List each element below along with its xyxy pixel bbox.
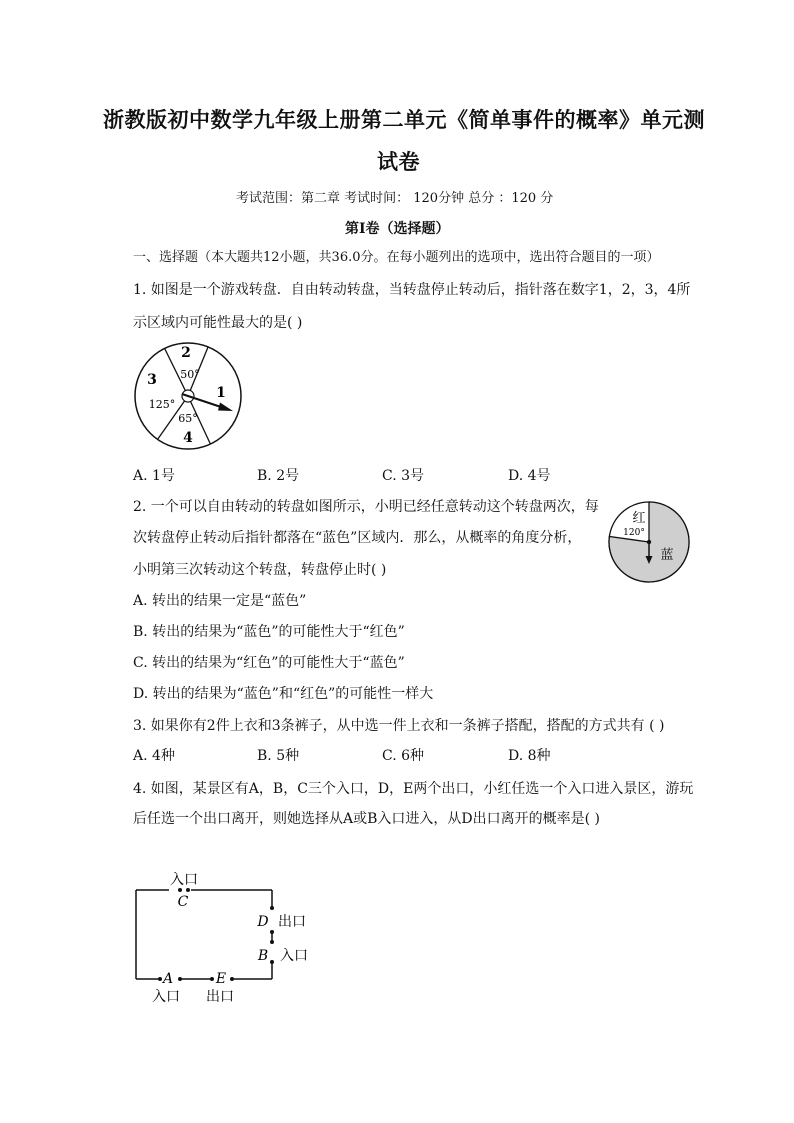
q1-angle-bottom: 65°	[178, 412, 198, 425]
q3-option-d[interactable]: D. 8种	[508, 748, 551, 764]
q4-entrance-b-label: 入口	[280, 948, 308, 964]
q3-option-c[interactable]: C. 6种	[382, 748, 425, 764]
page-title-continued: 试卷	[377, 150, 420, 174]
q4-map-figure	[128, 866, 328, 1006]
q2-option-b[interactable]: B. 转出的结果为“蓝色”的可能性大于“红色”	[133, 624, 405, 640]
q4-exit-d-label: 出口	[278, 914, 306, 930]
q2-text-line1: 2. 一个可以自由转动的转盘如图所示，小明已经任意转动这个转盘两次，每	[133, 499, 599, 515]
q1-label-1: 1	[216, 385, 226, 401]
q2-text-line3: 小明第三次转动这个转盘，转盘停止时( )	[133, 562, 387, 578]
q3-text-line1: 3. 如果你有2件上衣和3条裤子，从中选一件上衣和一条裤子搭配，搭配的方式共有 ( )	[133, 718, 665, 734]
page-title: 浙教版初中数学九年级上册第二单元《简单事件的概率》单元测	[103, 108, 705, 132]
q2-option-c[interactable]: C. 转出的结果为“红色”的可能性大于“蓝色”	[133, 655, 405, 671]
q1-text-line1: 1. 如图是一个游戏转盘．自由转动转盘，当转盘停止转动后，指针落在数字1，2，3，4所	[133, 282, 691, 298]
q1-label-4: 4	[183, 430, 193, 446]
q3-option-a[interactable]: A. 4种	[133, 748, 175, 764]
q2-label-blue: 蓝	[660, 548, 674, 563]
q4-exit-e-label: 出口	[206, 989, 234, 1005]
q4-point-b: B	[257, 948, 269, 964]
q4-text-line2: 后任选一个出口离开，则她选择从A或B入口进入，从D出口离开的概率是( )	[133, 811, 600, 827]
q1-angle-top: 50°	[180, 368, 200, 381]
exam-info: 考试范围：第二章 考试时间： 120分钟 总分 ：120 分	[236, 191, 554, 206]
q2-text-line2: 次转盘停止转动后指针都落在“蓝色”区域内．那么，从概率的角度分析，	[133, 530, 582, 546]
q4-point-e: E	[215, 971, 227, 987]
q3-option-b[interactable]: B. 5种	[257, 748, 300, 764]
q4-entrance-a-label: 入口	[152, 989, 180, 1005]
q1-label-3: 3	[147, 372, 157, 388]
q1-option-c[interactable]: C. 3号	[382, 468, 425, 484]
q1-spinner-figure	[130, 338, 250, 458]
q1-text-line2: 示区域内可能性最大的是( )	[133, 315, 303, 331]
section-header: 一、选择题（本大题共12小题，共36.0分。在每小题列出的选项中，选出符合题目的一项）	[133, 250, 660, 265]
part-title: 第I卷（选择题）	[345, 221, 450, 237]
q2-option-a[interactable]: A. 转出的结果一定是“蓝色”	[133, 593, 307, 609]
q4-point-c: C	[177, 894, 189, 910]
q1-option-d[interactable]: D. 4号	[508, 468, 551, 484]
q4-text-line1: 4. 如图，某景区有A，B，C三个入口，D，E两个出口，小红任选一个入口进入景区，游玩	[133, 781, 694, 797]
q4-point-d: D	[257, 914, 269, 930]
q2-option-d[interactable]: D. 转出的结果为“蓝色”和“红色”的可能性一样大	[133, 686, 434, 702]
q4-point-a: A	[162, 971, 174, 987]
q4-entrance-c-label: 入口	[170, 872, 198, 888]
q1-angle-left: 125°	[148, 398, 176, 411]
q2-angle: 120°	[623, 528, 645, 538]
q2-label-red: 红	[632, 511, 646, 526]
q1-option-a[interactable]: A. 1号	[133, 468, 175, 484]
q1-label-2: 2	[181, 345, 191, 361]
q1-option-b[interactable]: B. 2号	[257, 468, 300, 484]
q2-spinner-figure	[604, 498, 694, 588]
